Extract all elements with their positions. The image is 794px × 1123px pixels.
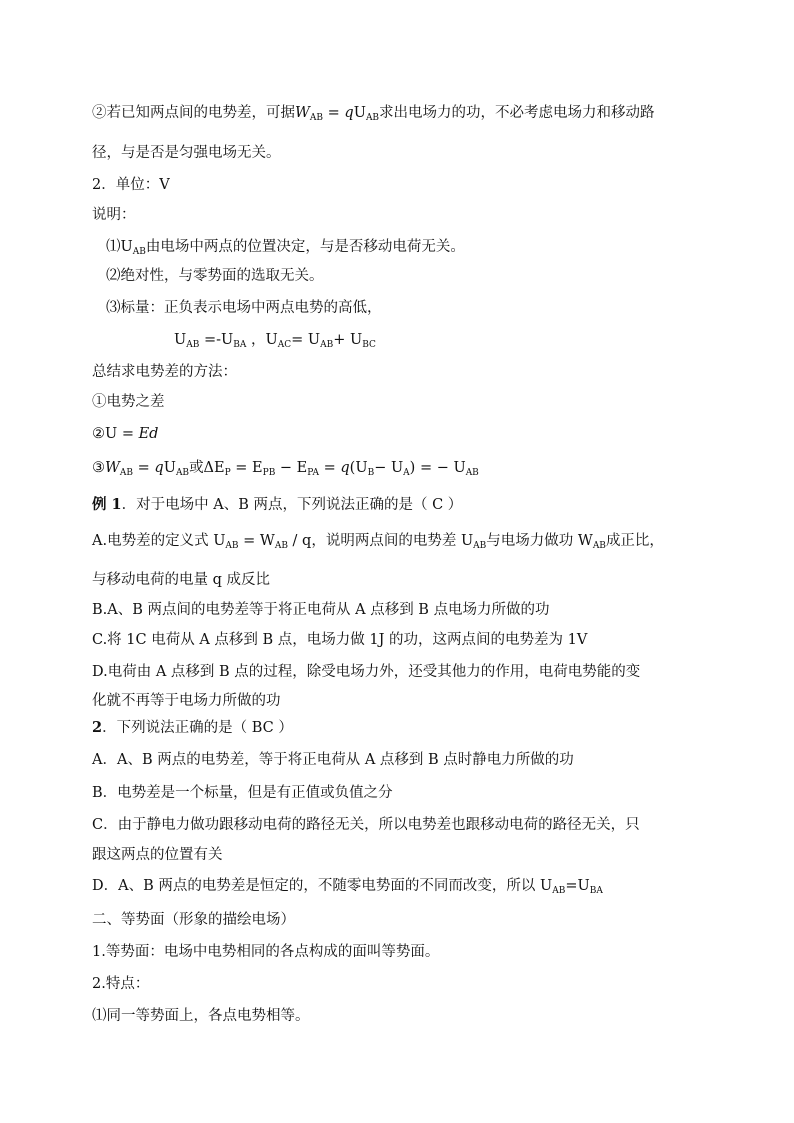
feature-1: ⑴同一等势面上，各点电势相等。 — [92, 1008, 310, 1024]
example-1-option-b: B.A、B 两点间的电势差等于将正电荷从 A 点移到 B 点电场力所做的功 — [92, 602, 550, 618]
heading-unit: 2．单位：V — [92, 177, 170, 193]
method-1: ①电势之差 — [92, 394, 165, 410]
example-1-option-a-cont: 与移动电荷的电量 q 成反比 — [92, 572, 270, 588]
example-1-option-a: A.电势差的定义式 $U_{AB} = W_{AB} / q$，说明两点间的电势差 $U_{AB}$与电场力做功 $W_{AB}$成正比， — [92, 533, 664, 551]
method-3: $③W_{AB} = qU_{AB}$或$\Delta E_P = E_{PB} - E_{PA} = q(U_B- U_A)$ = − $U_{AB}$ — [92, 460, 479, 478]
section-heading-equipotential: 二、等势面（形象的描绘电场） — [92, 912, 295, 928]
heading-features: 2.特点： — [92, 976, 150, 992]
example-2-question: 2．下列说法正确的是（ BC ） — [92, 719, 293, 736]
heading-summary: 总结求电势差的方法： — [92, 364, 237, 380]
example-2-option-c: C．由于静电力做功跟移动电荷的路径无关，所以电势差也跟移动电荷的路径无关，只 — [92, 817, 640, 833]
formula-scalar: $U_{AB} =-U_{BA}$ ，$U_{AC}= U_{AB}+ U_{BC}$ — [174, 332, 376, 350]
note-1: $⑴U_{AB}$由电场中两点的位置决定，与是否移动电荷无关。 — [106, 239, 465, 257]
formula-work: $W_{AB} = qU_{AB}$ — [295, 105, 380, 123]
paragraph-line: 径，与是否是匀强电场无关。 — [92, 145, 281, 161]
example-2-option-a: A．A、B 两点的电势差，等于将正电荷从 A 点移到 B 点时静电力所做的功 — [92, 752, 574, 768]
note-3: ⑶标量：正负表示电场中两点电势的高低， — [106, 300, 382, 316]
example-2-option-b: B．电势差是一个标量，但是有正值或负值之分 — [92, 785, 393, 801]
example-1-option-c: C.将 1C 电荷从 A 点移到 B 点，电场力做 1J 的功，这两点间的电势差为 1V — [92, 632, 588, 648]
text: 求出电场力的功，不必考虑电场力和移动路 — [379, 105, 655, 121]
text: ②若已知两点间的电势差，可据 — [92, 105, 295, 121]
example-2-option-d: D．A、B 两点的电势差是恒定的，不随零电势面的不同而改变，所以 $U_{AB}=U_{BA}$ — [92, 878, 603, 896]
definition-equipotential: 1.等势面：电场中电势相同的各点构成的面叫等势面。 — [92, 944, 440, 960]
example-1-question: 例 1．对于电场中 A、B 两点，下列说法正确的是（ C ） — [92, 496, 463, 513]
example-1-option-d: D.电荷由 A 点移到 B 点的过程，除受电场力外，还受其他力的作用，电荷电势能的变 — [92, 664, 641, 680]
example-1-option-d-cont: 化就不再等于电场力所做的功 — [92, 693, 281, 709]
example-2-option-c-cont: 跟这两点的位置有关 — [92, 847, 223, 863]
method-2: ②U = Ed — [92, 426, 159, 442]
paragraph-work-formula — [92, 103, 655, 128]
note-2: ⑵绝对性，与零势面的选取无关。 — [106, 268, 324, 284]
heading-explanation: 说明： — [92, 207, 136, 223]
